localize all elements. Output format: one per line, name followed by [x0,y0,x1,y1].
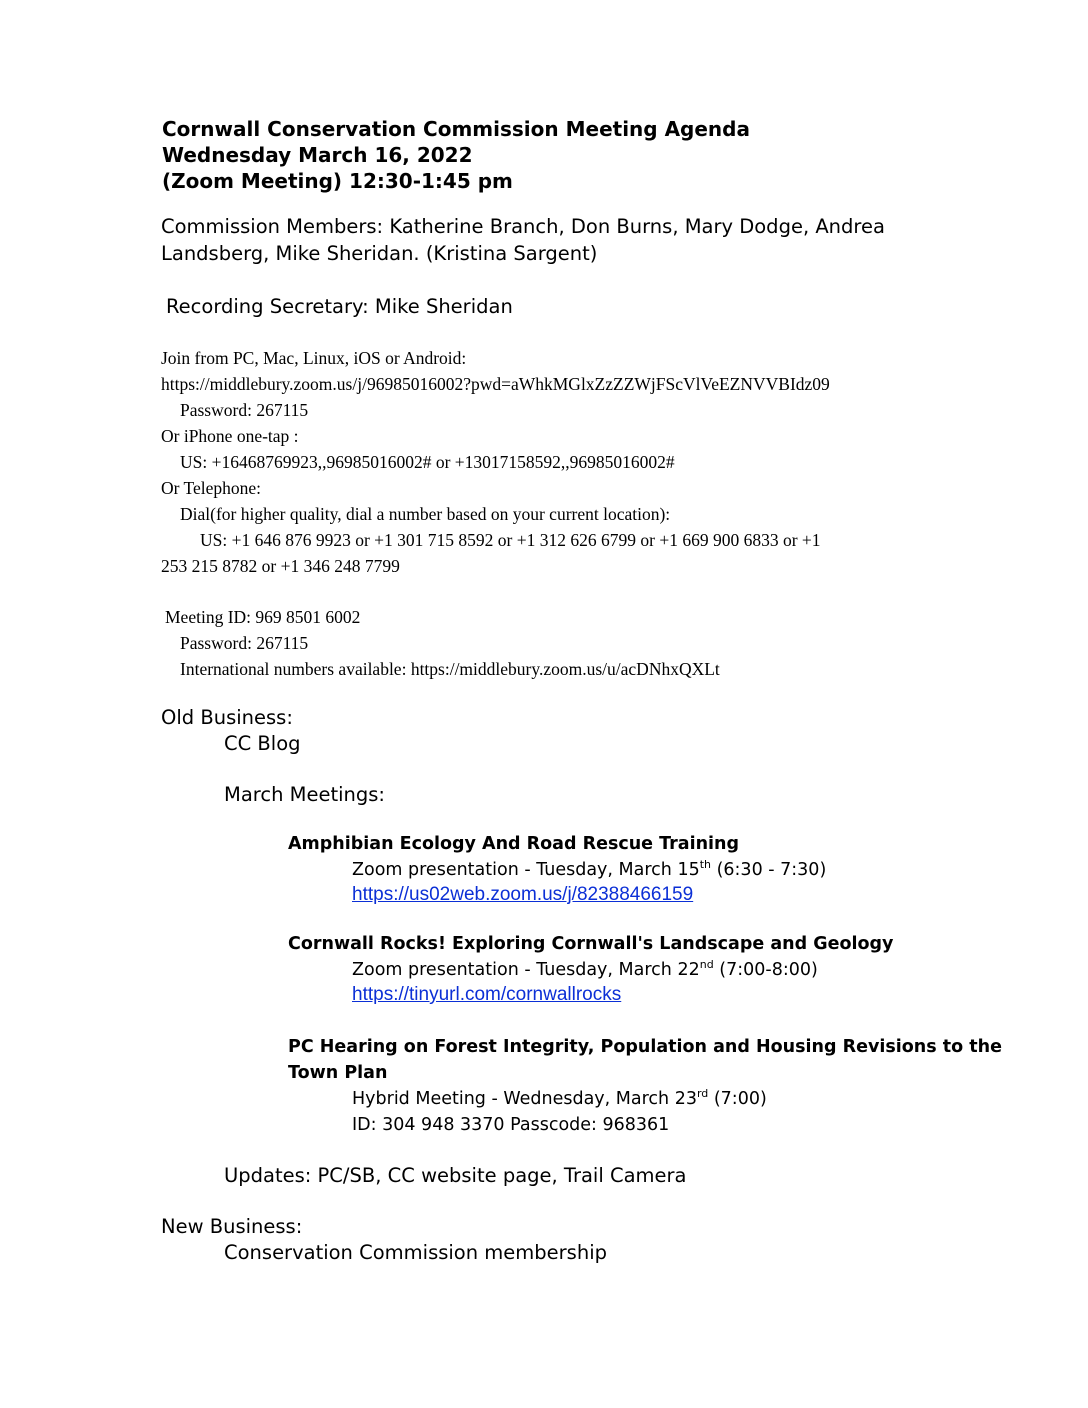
telephone-label: Or Telephone: [161,478,262,498]
join-url[interactable]: https://middlebury.zoom.us/j/96985016002?pwd=aWhkMGlxZzZZWjFScVlVeEZNVVBIdz09 [161,374,830,394]
dial-numbers-1: US: +1 646 876 9923 or +1 301 715 8592 or +1 312 626 6799 or +1 669 900 6833 or +1 [200,530,821,550]
agenda-date: Wednesday March 16, 2022 [162,143,473,167]
event-1-ordinal: th [699,858,712,871]
new-business-heading: New Business: [161,1215,303,1238]
recording-secretary: Recording Secretary: Mike Sheridan [166,295,513,318]
cc-blog: CC Blog [224,732,301,755]
agenda-title: Cornwall Conservation Commission Meeting Agenda [162,117,750,141]
meeting-id: Meeting ID: 969 8501 6002 [165,607,361,627]
event-1-title: Amphibian Ecology And Road Rescue Training [288,834,740,854]
event-3-title-line-2: Town Plan [288,1063,388,1083]
iphone-label: Or iPhone one-tap : [161,426,299,446]
event-2-title: Cornwall Rocks! Exploring Cornwall's Landscape and Geology [288,934,894,954]
old-business-heading: Old Business: [161,706,293,729]
event-3-detail-text: Hybrid Meeting - Wednesday, March 23 [352,1089,697,1109]
members-line-2: Landsberg, Mike Sheridan. (Kristina Sargent) [161,242,598,265]
event-2-detail [352,957,818,983]
event-3-meeting-id: ID: 304 948 3370 Passcode: 968361 [352,1115,670,1135]
iphone-numbers: US: +16468769923,,96985016002# or +13017158592,,96985016002# [180,452,675,472]
dial-numbers-2: 253 215 8782 or +1 346 248 7799 [161,556,400,576]
event-1-detail-text: Zoom presentation - Tuesday, March 15 [352,860,700,880]
march-meetings-heading: March Meetings: [224,783,385,806]
event-2-time: (7:00-8:00) [713,960,818,980]
new-business-item: Conservation Commission membership [224,1241,607,1264]
event-3-ordinal: rd [696,1087,709,1100]
event-3-detail [352,1086,767,1112]
agenda-time: (Zoom Meeting) 12:30-1:45 pm [162,169,513,193]
event-3-time: (7:00) [708,1089,767,1109]
updates: Updates: PC/SB, CC website page, Trail Camera [224,1164,687,1187]
event-1-link[interactable]: https://us02web.zoom.us/j/82388466159 [352,884,694,905]
join-label: Join from PC, Mac, Linux, iOS or Android: [161,348,467,368]
members-line-1: Commission Members: Katherine Branch, Don Burns, Mary Dodge, Andrea [161,215,885,238]
password-1: Password: 267115 [180,400,309,420]
event-1-time: (6:30 - 7:30) [711,860,827,880]
event-2-link[interactable]: https://tinyurl.com/cornwallrocks [352,984,622,1005]
dial-note: Dial(for higher quality, dial a number based on your current location): [180,504,671,524]
international-numbers: International numbers available: https://middlebury.zoom.us/u/acDNhxQXLt [180,659,720,679]
event-1-detail [352,857,826,883]
password-2: Password: 267115 [180,633,309,653]
event-2-detail-text: Zoom presentation - Tuesday, March 22 [352,960,700,980]
event-2-ordinal: nd [699,958,714,971]
event-3-title-line-1: PC Hearing on Forest Integrity, Population and Housing Revisions to the [288,1037,1002,1057]
